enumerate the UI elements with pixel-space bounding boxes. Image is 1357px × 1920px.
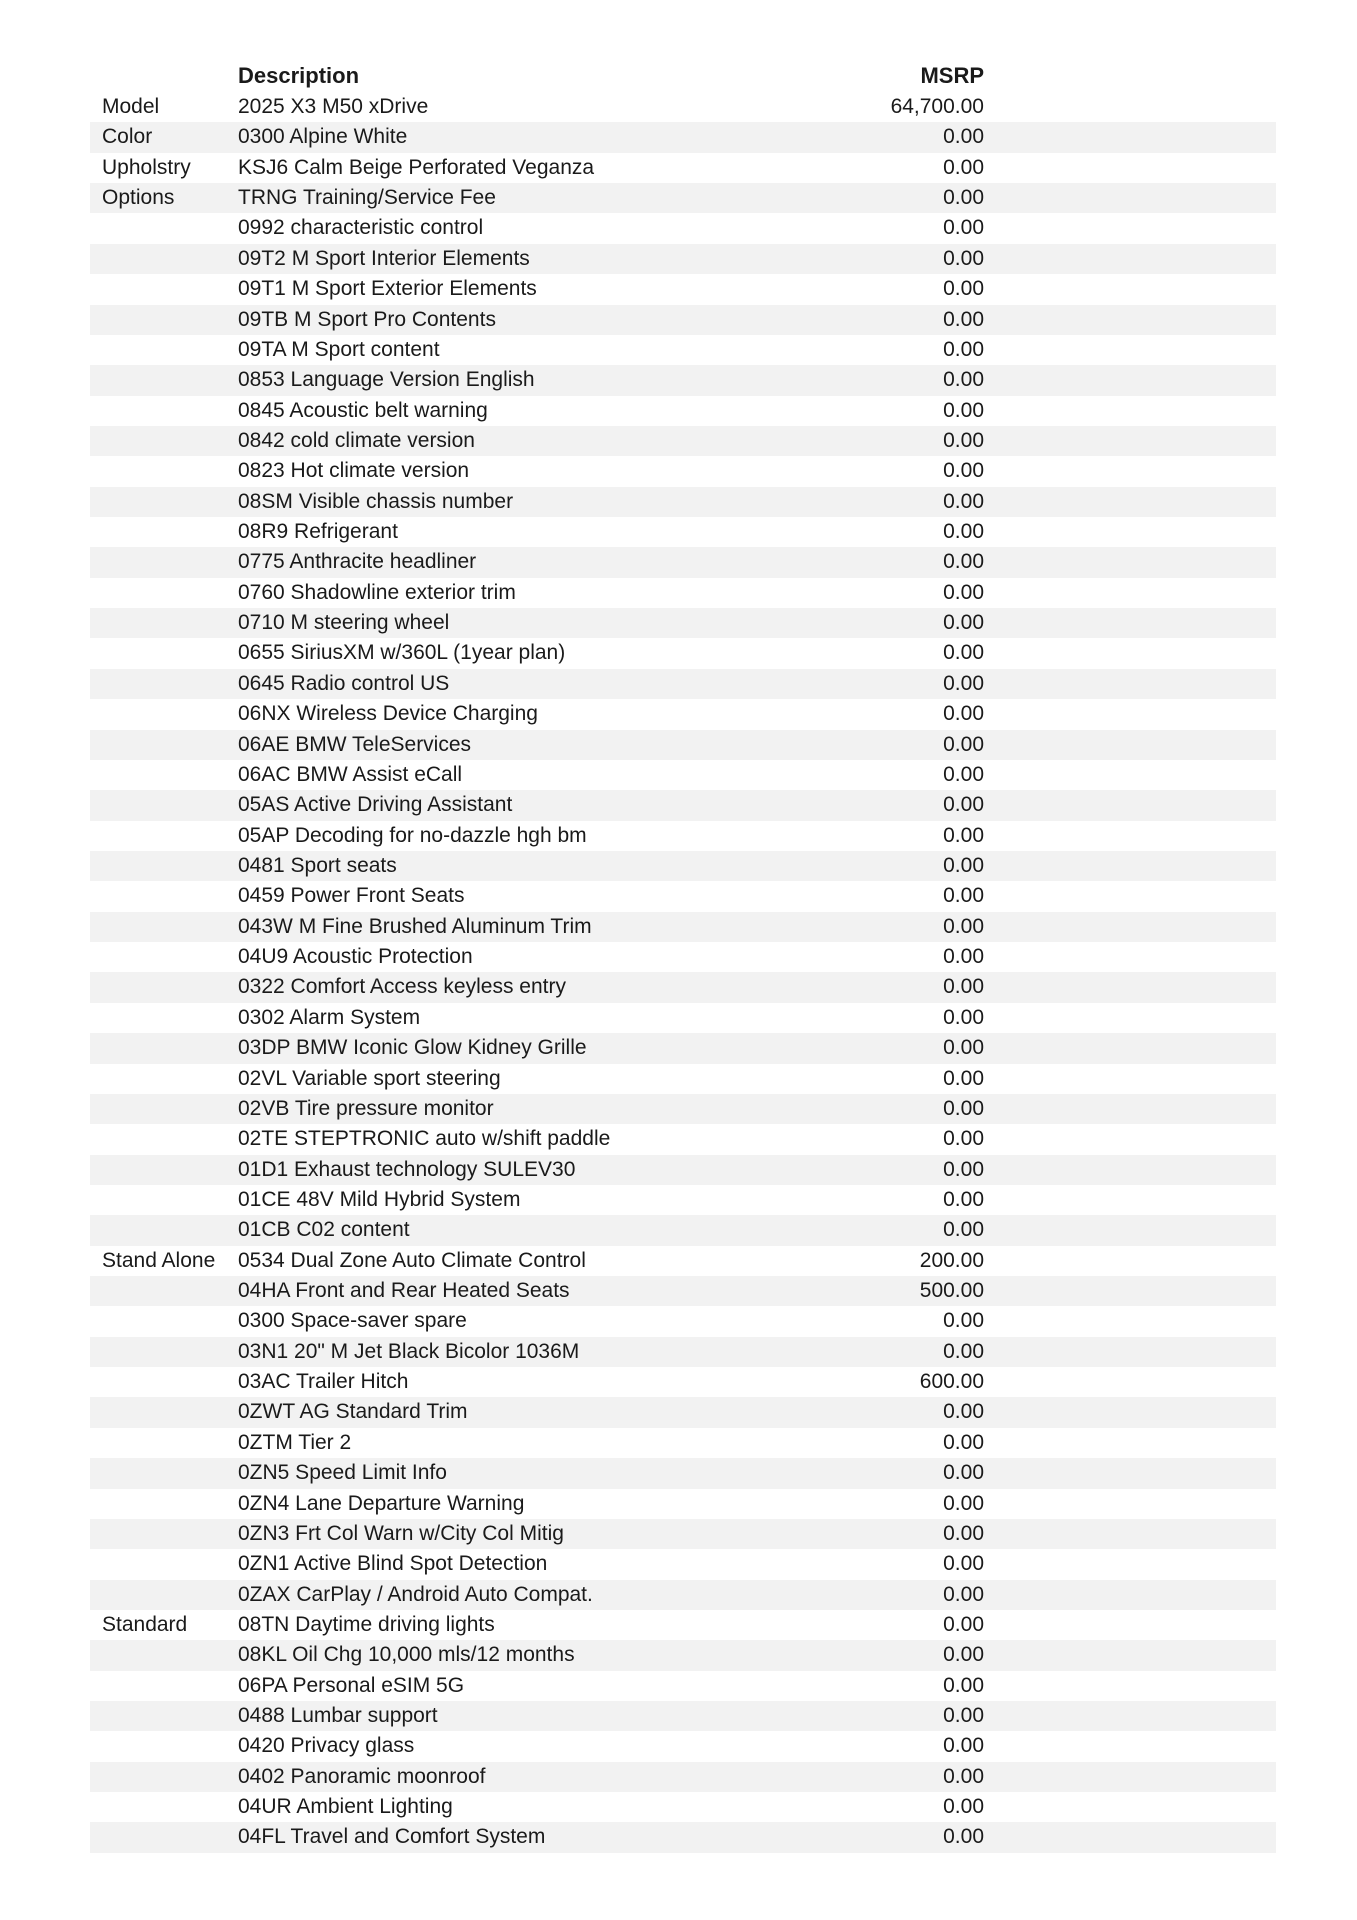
table-row [90, 760, 1276, 790]
row-price: 0.00 [943, 1157, 984, 1181]
table-row [90, 183, 1276, 213]
price-sheet [90, 62, 1276, 1853]
table-row [90, 547, 1276, 577]
row-price: 0.00 [943, 216, 984, 240]
table-row [90, 396, 1276, 426]
table-row [90, 365, 1276, 395]
row-description: TRNG Training/Service Fee [238, 186, 496, 210]
row-description: 06NX Wireless Device Charging [238, 702, 538, 726]
row-description: 03DP BMW Iconic Glow Kidney Grille [238, 1036, 587, 1060]
row-price: 0.00 [943, 520, 984, 544]
row-price: 0.00 [943, 1461, 984, 1485]
row-description: 09TB M Sport Pro Contents [238, 307, 496, 331]
row-description: 0845 Acoustic belt warning [238, 398, 488, 422]
table-row [90, 244, 1276, 274]
row-description: 04HA Front and Rear Heated Seats [238, 1279, 570, 1303]
table-row [90, 517, 1276, 547]
row-description: 0302 Alarm System [238, 1005, 421, 1029]
row-description: 06AE BMW TeleServices [238, 732, 472, 756]
table-row [90, 92, 1276, 122]
row-price: 0.00 [943, 793, 984, 817]
table-row [90, 912, 1276, 942]
table-row [90, 1519, 1276, 1549]
row-price: 0.00 [943, 1582, 984, 1606]
row-price: 0.00 [943, 1218, 984, 1242]
row-description: 08SM Visible chassis number [238, 489, 514, 513]
row-description: 0481 Sport seats [238, 853, 397, 877]
table-row [90, 1731, 1276, 1761]
row-description: 0775 Anthracite headliner [238, 550, 477, 574]
row-price: 0.00 [943, 611, 984, 635]
msrp-column-header: MSRP [920, 63, 984, 88]
row-category: Upholstry [102, 155, 191, 179]
table-row [90, 972, 1276, 1002]
row-price: 0.00 [943, 155, 984, 179]
row-price: 0.00 [943, 1036, 984, 1060]
row-description: KSJ6 Calm Beige Perforated Veganza [238, 155, 595, 179]
table-row [90, 153, 1276, 183]
row-description: 0420 Privacy glass [238, 1734, 415, 1758]
row-price: 0.00 [943, 823, 984, 847]
row-price: 0.00 [943, 884, 984, 908]
table-row [90, 881, 1276, 911]
row-description: 05AP Decoding for no-dazzle hgh bm [238, 823, 587, 847]
row-description: 0853 Language Version English [238, 368, 535, 392]
row-description: 2025 X3 M50 xDrive [238, 95, 429, 118]
table-row [90, 305, 1276, 335]
table-row [90, 1701, 1276, 1731]
row-description: 04FL Travel and Comfort System [238, 1825, 546, 1849]
row-description: 0402 Panoramic moonroof [238, 1764, 486, 1788]
row-category: Model [102, 95, 160, 118]
row-price: 0.00 [943, 641, 984, 665]
row-description: 06AC BMW Assist eCall [238, 762, 463, 786]
row-price: 0.00 [943, 732, 984, 756]
row-price: 0.00 [943, 1187, 984, 1211]
row-description: 0ZN3 Frt Col Warn w/City Col Mitig [238, 1521, 564, 1545]
row-description: 04U9 Acoustic Protection [238, 945, 473, 969]
row-category: Stand Alone [102, 1248, 216, 1272]
row-price: 0.00 [943, 914, 984, 938]
row-price: 0.00 [943, 1430, 984, 1454]
table-row [90, 487, 1276, 517]
table-row [90, 790, 1276, 820]
table-row [90, 426, 1276, 456]
table-row [90, 1489, 1276, 1519]
table-row [90, 1337, 1276, 1367]
row-price: 0.00 [943, 277, 984, 301]
table-row [90, 638, 1276, 668]
row-description: 05AS Active Driving Assistant [238, 793, 513, 817]
table-row [90, 1185, 1276, 1215]
row-description: 06PA Personal eSIM 5G [238, 1673, 465, 1697]
row-price: 0.00 [943, 762, 984, 786]
table-header [90, 62, 1276, 92]
table-row [90, 1276, 1276, 1306]
row-description: 0710 M steering wheel [238, 611, 450, 635]
row-description: 0842 cold climate version [238, 428, 475, 452]
row-price: 0.00 [943, 337, 984, 361]
table-row [90, 335, 1276, 365]
row-price: 600.00 [919, 1370, 984, 1394]
row-category: Color [102, 125, 153, 149]
row-price: 0.00 [943, 1673, 984, 1697]
row-description: 0645 Radio control US [238, 671, 450, 695]
row-description: 0459 Power Front Seats [238, 884, 465, 908]
table-row [90, 1762, 1276, 1792]
row-price: 0.00 [943, 1309, 984, 1333]
row-description: 0322 Comfort Access keyless entry [238, 975, 566, 999]
row-price: 0.00 [943, 368, 984, 392]
row-price: 0.00 [943, 398, 984, 422]
row-description: 043W M Fine Brushed Aluminum Trim [238, 914, 592, 938]
row-price: 0.00 [943, 1400, 984, 1424]
table-row [90, 730, 1276, 760]
row-price: 0.00 [943, 125, 984, 149]
table-row [90, 1215, 1276, 1245]
row-description: 08KL Oil Chg 10,000 mls/12 months [238, 1643, 575, 1667]
table-row [90, 851, 1276, 881]
table-row [90, 821, 1276, 851]
row-description: 01CE 48V Mild Hybrid System [238, 1187, 521, 1211]
table-row [90, 122, 1276, 152]
table-row [90, 1822, 1276, 1852]
table-row [90, 942, 1276, 972]
table-row [90, 1671, 1276, 1701]
row-description: 0760 Shadowline exterior trim [238, 580, 516, 604]
row-price: 200.00 [919, 1248, 984, 1272]
table-row [90, 1003, 1276, 1033]
row-price: 0.00 [943, 1491, 984, 1515]
row-price: 0.00 [943, 1825, 984, 1849]
table-row [90, 1246, 1276, 1276]
row-description: 02TE STEPTRONIC auto w/shift paddle [238, 1127, 611, 1151]
row-description: 08R9 Refrigerant [238, 520, 398, 544]
row-description: 02VB Tire pressure monitor [238, 1096, 494, 1120]
row-price: 500.00 [919, 1279, 984, 1303]
table-row [90, 608, 1276, 638]
row-price: 0.00 [943, 1795, 984, 1819]
table-row [90, 1155, 1276, 1185]
row-description: 09T1 M Sport Exterior Elements [238, 277, 537, 301]
row-description: 09TA M Sport content [238, 337, 440, 361]
row-price: 0.00 [943, 1764, 984, 1788]
row-price: 0.00 [943, 1339, 984, 1363]
row-description: 08TN Daytime driving lights [238, 1612, 495, 1636]
row-price: 0.00 [943, 580, 984, 604]
table-row [90, 1610, 1276, 1640]
table-row [90, 1033, 1276, 1063]
table-row [90, 578, 1276, 608]
row-price: 0.00 [943, 489, 984, 513]
row-price: 0.00 [943, 975, 984, 999]
row-price: 0.00 [943, 1643, 984, 1667]
row-description: 0ZN4 Lane Departure Warning [238, 1491, 525, 1515]
row-description: 02VL Variable sport steering [238, 1066, 501, 1090]
table-row [90, 456, 1276, 486]
table-row [90, 1124, 1276, 1154]
table-row [90, 1640, 1276, 1670]
table-row [90, 699, 1276, 729]
table-row [90, 1428, 1276, 1458]
table-row [90, 1549, 1276, 1579]
row-description: 01CB C02 content [238, 1218, 410, 1242]
row-description: 0992 characteristic control [238, 216, 484, 240]
table-row [90, 1094, 1276, 1124]
row-description: 0534 Dual Zone Auto Climate Control [238, 1248, 586, 1272]
description-column-header: Description [238, 63, 360, 88]
row-description: 01D1 Exhaust technology SULEV30 [238, 1157, 576, 1181]
row-price: 0.00 [943, 702, 984, 726]
table-row [90, 274, 1276, 304]
table-row [90, 1792, 1276, 1822]
row-description: 0823 Hot climate version [238, 459, 470, 483]
row-description: 0ZAX CarPlay / Android Auto Compat. [238, 1582, 593, 1606]
row-description: 0300 Space-saver spare [238, 1309, 467, 1333]
row-description: 09T2 M Sport Interior Elements [238, 246, 530, 270]
table-row [90, 1064, 1276, 1094]
row-price: 0.00 [943, 1704, 984, 1728]
row-price: 0.00 [943, 550, 984, 574]
row-price: 0.00 [943, 853, 984, 877]
row-description: 0ZTM Tier 2 [238, 1430, 352, 1454]
table-row [90, 1397, 1276, 1427]
table-row [90, 1580, 1276, 1610]
table-row [90, 1367, 1276, 1397]
table-row [90, 669, 1276, 699]
row-description: 0300 Alpine White [238, 125, 408, 149]
row-price: 0.00 [943, 307, 984, 331]
row-price: 0.00 [943, 1734, 984, 1758]
row-category: Standard [102, 1612, 188, 1636]
row-price: 0.00 [943, 428, 984, 452]
table-row [90, 213, 1276, 243]
row-description: 0ZN1 Active Blind Spot Detection [238, 1552, 548, 1576]
row-price: 0.00 [943, 459, 984, 483]
row-price: 0.00 [943, 246, 984, 270]
row-category: Options [102, 186, 175, 210]
row-price: 0.00 [943, 671, 984, 695]
row-description: 03AC Trailer Hitch [238, 1370, 409, 1394]
table-row [90, 1458, 1276, 1488]
row-price: 0.00 [943, 1005, 984, 1029]
row-description: 0488 Lumbar support [238, 1704, 438, 1728]
table-row [90, 1306, 1276, 1336]
row-price: 0.00 [943, 945, 984, 969]
row-price: 0.00 [943, 1127, 984, 1151]
row-price: 0.00 [943, 186, 984, 210]
row-description: 0655 SiriusXM w/360L (1year plan) [238, 641, 566, 665]
row-description: 03N1 20" M Jet Black Bicolor 1036M [238, 1339, 580, 1363]
row-price: 0.00 [943, 1096, 984, 1120]
row-description: 0ZWT AG Standard Trim [238, 1400, 468, 1424]
row-price: 0.00 [943, 1612, 984, 1636]
row-price: 0.00 [943, 1066, 984, 1090]
line-items [90, 92, 1276, 1853]
row-price: 0.00 [943, 1521, 984, 1545]
row-price: 64,700.00 [890, 95, 984, 118]
row-description: 0ZN5 Speed Limit Info [238, 1461, 447, 1485]
row-price: 0.00 [943, 1552, 984, 1576]
row-description: 04UR Ambient Lighting [238, 1795, 453, 1819]
